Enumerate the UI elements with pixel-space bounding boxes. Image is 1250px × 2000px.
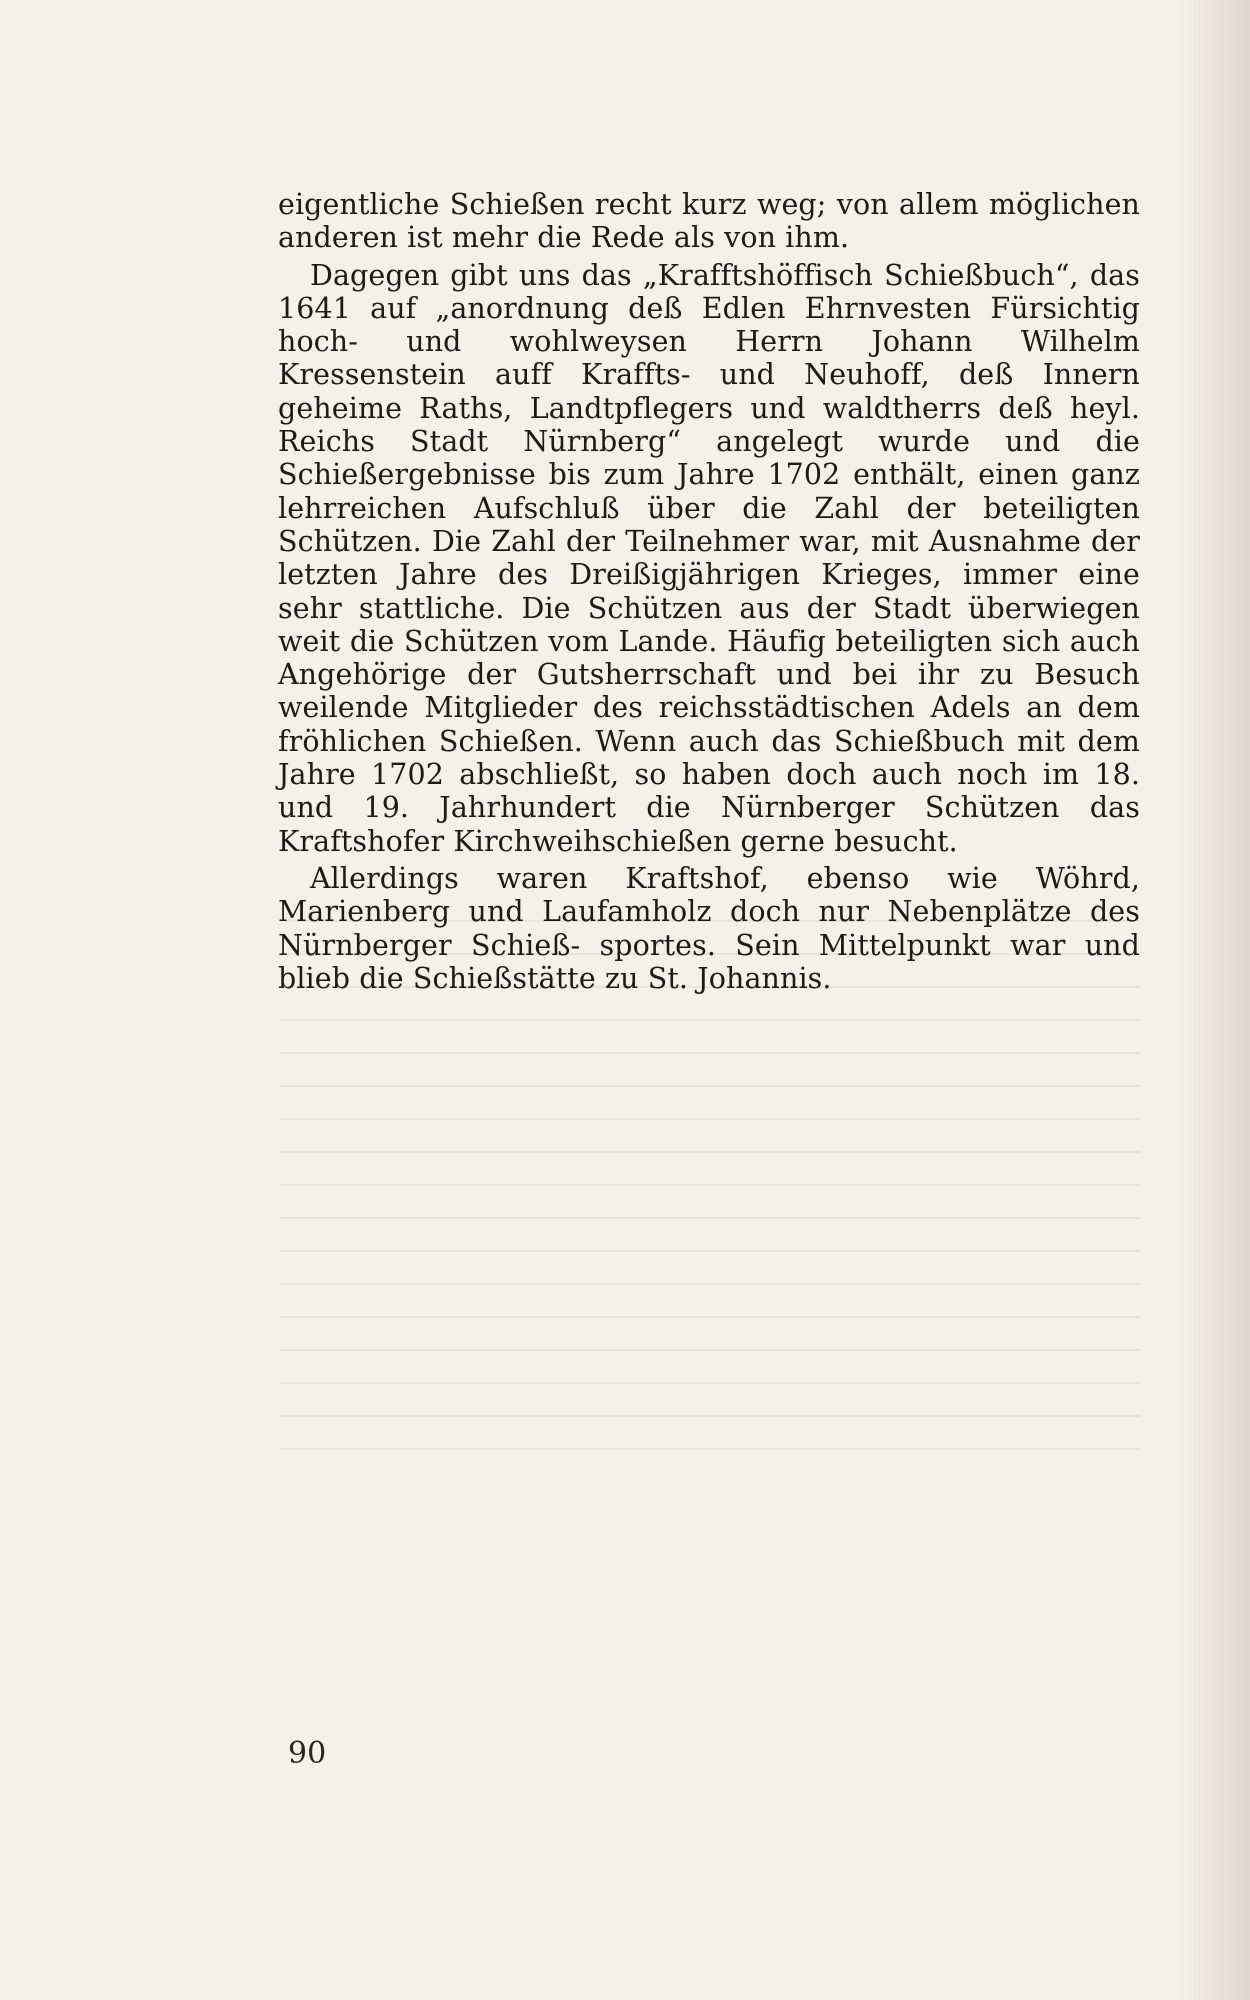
- paragraph-2: Dagegen gibt uns das „Krafftshöffisch Schießbuch“, das 1641 auf „anordnung deß Edlen Ehrnvesten Fürsichtig hoch- und wohlweysen Herrn Johann Wilhelm Kressenstein auff Kraffts- und Neuhoff, deß Innern geheime Raths, Landtpflegers und waldtherrs deß heyl. Reichs Stadt Nürnberg“ angelegt wurde und die Schießergebnisse bis zum Jahre 1702 enthält, einen ganz lehrreichen Aufschluß über die Zahl der beteiligten Schützen. Die Zahl der Teilnehmer war, mit Ausnahme der letzten Jahre des Dreißigjährigen Krieges, immer eine sehr stattliche. Die Schützen aus der Stadt überwiegen weit die Schützen vom Lande. Häufig beteiligten sich auch Angehörige der Gutsherrschaft und bei ihr zu Besuch weilende Mitglieder des reichsstädtischen Adels an dem fröhlichen Schießen. Wenn auch das Schießbuch mit dem Jahre 1702 abschließt, so haben doch auch noch im 18. und 19. Jahrhundert die Nürnberger Schützen das Kraftshofer Kirchweihschießen gerne besucht.: [278, 258, 1140, 858]
- paragraph-3: Allerdings waren Kraftshof, ebenso wie Wöhrd, Marienberg und Laufamholz doch nur Nebenplätze des Nürnberger Schieß- sportes. Sein Mittelpunkt war und blieb die Schießstätte zu St. Johannis.: [278, 861, 1140, 995]
- body-text: [278, 188, 1140, 995]
- bleed-through-texture: [280, 920, 1140, 1480]
- paragraph-1: eigentliche Schießen recht kurz weg; von allem möglichen anderen ist mehr die Rede als von ihm.: [278, 188, 1140, 255]
- page-number: 90: [288, 1736, 327, 1771]
- page-edge-shadow: [1180, 0, 1250, 2000]
